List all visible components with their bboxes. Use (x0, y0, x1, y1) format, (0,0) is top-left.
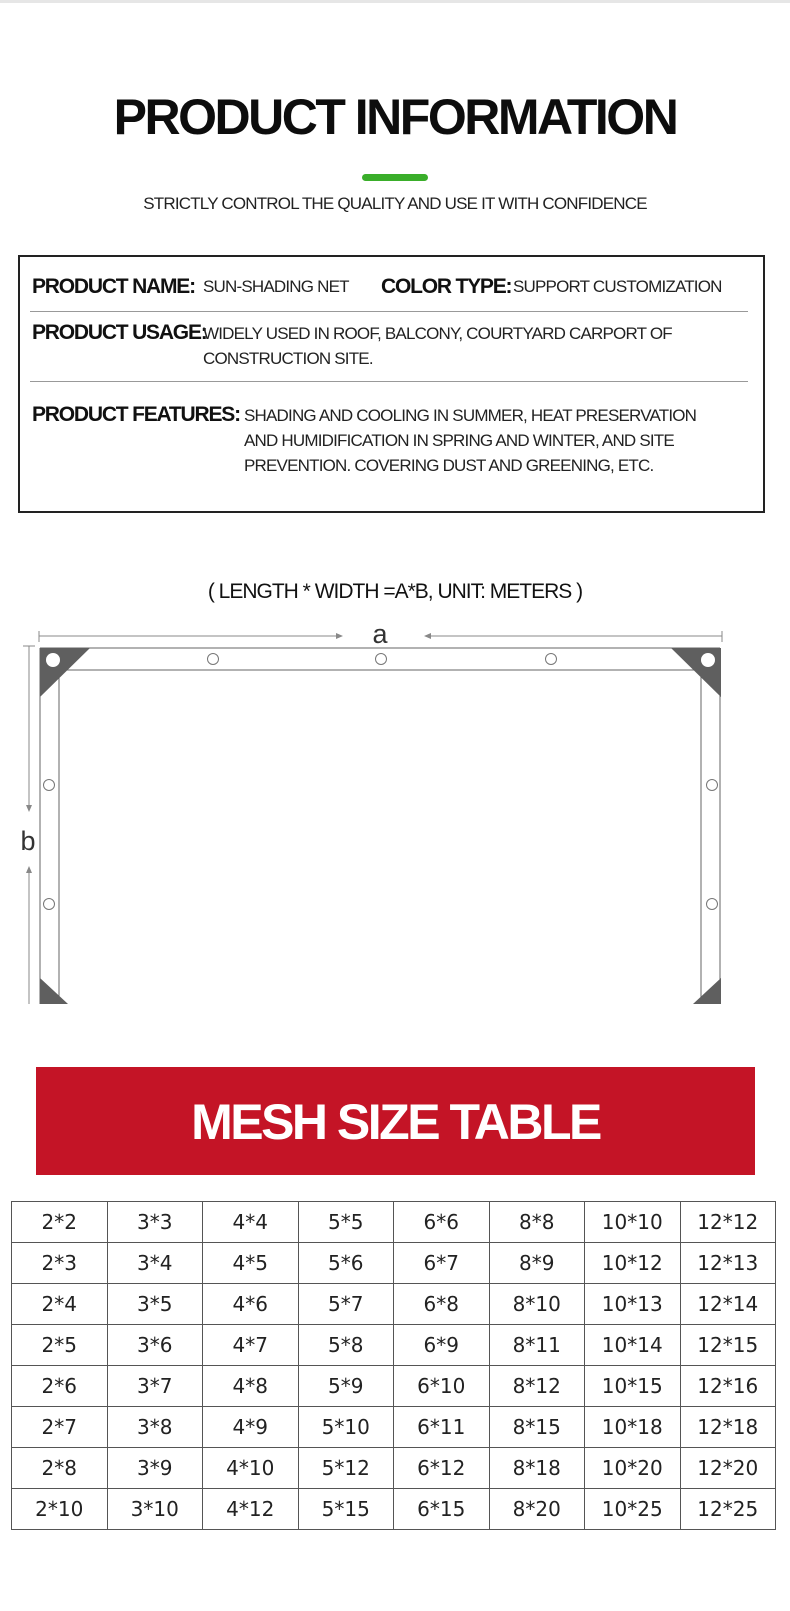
size-cell: 8*8 (489, 1202, 585, 1243)
table-row (12, 1202, 776, 1243)
dimension-caption: ( LENGTH * WIDTH =A*B, UNIT: METERS ) (207, 580, 583, 603)
size-cell: 8*10 (489, 1284, 585, 1325)
corner-reinforcement-top-right (671, 648, 721, 697)
color-type-label: COLOR TYPE: (381, 275, 512, 298)
size-cell: 5*9 (298, 1366, 394, 1407)
product-name-label: PRODUCT NAME: (32, 275, 195, 298)
size-cell: 2*6 (12, 1366, 108, 1407)
size-cell: 12*18 (680, 1407, 776, 1448)
size-cell: 6*11 (394, 1407, 490, 1448)
mesh-size-title: MESH SIZE TABLE (191, 1094, 600, 1150)
size-cell: 12*16 (680, 1366, 776, 1407)
size-cell: 10*12 (585, 1243, 681, 1284)
grommet (44, 780, 55, 791)
size-cell: 12*13 (680, 1243, 776, 1284)
corner-reinforcement-bottom-right (693, 978, 721, 1004)
size-cell: 4*5 (203, 1243, 299, 1284)
product-features-value: SHADING AND COOLING IN SUMMER, HEAT PRESERVATION AND HUMIDIFICATION IN SPRING AND WINTER, AND SITE PREVENTION. COVERING DUST AND GREENING, ETC. (244, 406, 697, 475)
size-cell: 2*8 (12, 1448, 108, 1489)
size-cell: 8*9 (489, 1243, 585, 1284)
net-dimension-diagram (0, 620, 790, 1040)
table-row (12, 1243, 776, 1284)
grommet (44, 899, 55, 910)
size-cell: 3*7 (107, 1366, 203, 1407)
size-cell: 3*3 (107, 1202, 203, 1243)
title-accent-bar (362, 174, 428, 181)
product-features-label: PRODUCT FEATURES: (32, 403, 240, 426)
grommet (376, 654, 387, 665)
table-row (12, 1489, 776, 1530)
size-cell: 5*7 (298, 1284, 394, 1325)
size-cell: 8*12 (489, 1366, 585, 1407)
size-cell: 3*8 (107, 1407, 203, 1448)
mesh-size-banner (36, 1067, 755, 1175)
size-cell: 4*4 (203, 1202, 299, 1243)
product-usage-value: WIDELY USED IN ROOF, BALCONY, COURTYARD CARPORT OF CONSTRUCTION SITE. (203, 324, 672, 368)
size-cell: 2*7 (12, 1407, 108, 1448)
size-cell: 10*25 (585, 1489, 681, 1530)
size-cell: 6*15 (394, 1489, 490, 1530)
grommet (546, 654, 557, 665)
size-cell: 6*8 (394, 1284, 490, 1325)
page-subtitle: STRICTLY CONTROL THE QUALITY AND USE IT WITH CONFIDENCE (143, 194, 647, 213)
size-cell: 10*18 (585, 1407, 681, 1448)
page-title: PRODUCT INFORMATION (113, 89, 677, 145)
size-cell: 4*7 (203, 1325, 299, 1366)
info-separator (30, 381, 748, 382)
net-frame (40, 648, 720, 1004)
grommet (208, 654, 219, 665)
size-cell: 4*12 (203, 1489, 299, 1530)
size-cell: 6*12 (394, 1448, 490, 1489)
size-cell: 10*10 (585, 1202, 681, 1243)
size-cell: 10*13 (585, 1284, 681, 1325)
size-cell: 4*6 (203, 1284, 299, 1325)
size-cell: 12*12 (680, 1202, 776, 1243)
info-separator (30, 311, 748, 312)
size-cell: 5*12 (298, 1448, 394, 1489)
table-row (12, 1407, 776, 1448)
product-usage-label: PRODUCT USAGE: (32, 321, 207, 344)
size-cell: 2*4 (12, 1284, 108, 1325)
size-cell: 3*10 (107, 1489, 203, 1530)
size-cell: 4*10 (203, 1448, 299, 1489)
table-row (12, 1366, 776, 1407)
dimension-arrow-b (23, 646, 35, 1004)
size-cell: 12*20 (680, 1448, 776, 1489)
size-cell: 2*2 (12, 1202, 108, 1243)
size-cell: 2*5 (12, 1325, 108, 1366)
product-info-box (18, 255, 765, 513)
size-cell: 10*15 (585, 1366, 681, 1407)
size-cell: 10*14 (585, 1325, 681, 1366)
top-divider (0, 0, 790, 3)
table-row (12, 1448, 776, 1489)
size-cell: 8*11 (489, 1325, 585, 1366)
size-cell: 5*5 (298, 1202, 394, 1243)
size-cell: 6*6 (394, 1202, 490, 1243)
size-cell: 4*8 (203, 1366, 299, 1407)
corner-reinforcement-top-left (40, 648, 90, 697)
size-cell: 5*8 (298, 1325, 394, 1366)
table-row (12, 1284, 776, 1325)
table-row (12, 1325, 776, 1366)
size-cell: 6*10 (394, 1366, 490, 1407)
mesh-size-table (11, 1201, 776, 1530)
size-cell: 4*9 (203, 1407, 299, 1448)
size-cell: 3*4 (107, 1243, 203, 1284)
corner-reinforcement-bottom-left (40, 978, 68, 1004)
color-type-value: SUPPORT CUSTOMIZATION (513, 277, 722, 296)
size-cell: 2*10 (12, 1489, 108, 1530)
grommet (707, 899, 718, 910)
size-cell: 5*10 (298, 1407, 394, 1448)
size-cell: 6*7 (394, 1243, 490, 1284)
size-cell: 10*20 (585, 1448, 681, 1489)
product-name-value: SUN-SHADING NET (203, 277, 349, 296)
dimension-label-a: a (372, 620, 388, 649)
size-cell: 5*6 (298, 1243, 394, 1284)
size-cell: 5*15 (298, 1489, 394, 1530)
size-cell: 8*18 (489, 1448, 585, 1489)
dimension-label-b: b (20, 826, 36, 856)
size-cell: 3*6 (107, 1325, 203, 1366)
grommets (44, 654, 718, 910)
size-cell: 6*9 (394, 1325, 490, 1366)
size-cell: 2*3 (12, 1243, 108, 1284)
size-cell: 3*9 (107, 1448, 203, 1489)
size-cell: 3*5 (107, 1284, 203, 1325)
size-cell: 8*15 (489, 1407, 585, 1448)
size-cell: 12*14 (680, 1284, 776, 1325)
size-cell: 8*20 (489, 1489, 585, 1530)
size-cell: 12*25 (680, 1489, 776, 1530)
grommet (707, 780, 718, 791)
size-cell: 12*15 (680, 1325, 776, 1366)
